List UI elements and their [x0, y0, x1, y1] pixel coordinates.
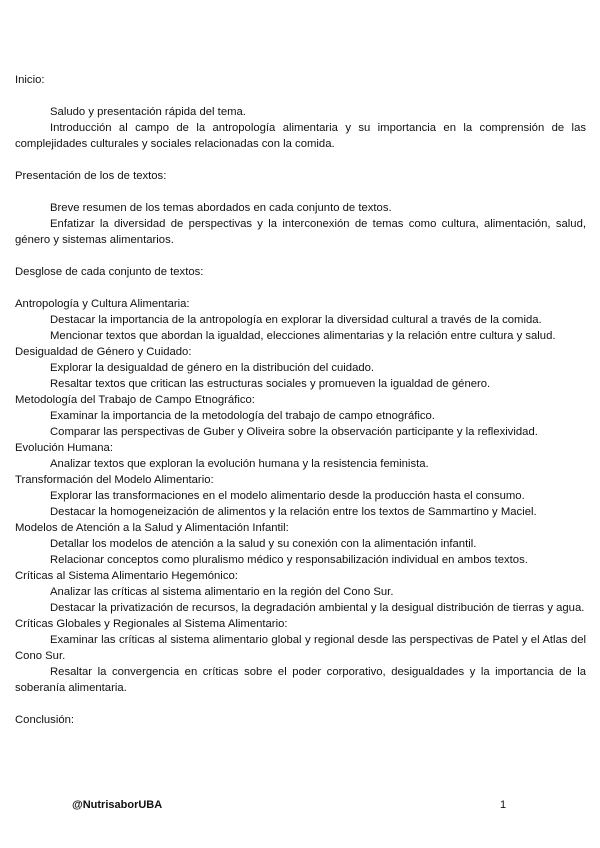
- list-item: Destacar la homogeneización de alimentos y la relación entre los textos de Sammartino y Maciel.: [15, 504, 586, 520]
- group-desigualdad: [15, 344, 586, 392]
- group-transformacion: [15, 472, 586, 520]
- group-title: Antropología y Cultura Alimentaria:: [15, 298, 190, 310]
- section-heading-desglose: Desglose de cada conjunto de textos:: [15, 266, 204, 278]
- list-item: Destacar la importancia de la antropología en explorar la diversidad cultural a través de la comida.: [15, 312, 586, 328]
- list-item: Analizar las críticas al sistema alimentario en la región del Cono Sur.: [15, 584, 586, 600]
- list-item: Examinar las críticas al sistema alimentario global y regional desde las perspectivas de Patel y el Atlas del Cono Sur.: [15, 632, 586, 664]
- group-criticas-globales: [15, 616, 586, 696]
- bullet-icon: [0, 504, 15, 520]
- bullet-icon: [0, 424, 15, 440]
- group-criticas-hegemonico: [15, 568, 586, 616]
- section-heading-presentacion: Presentación de los de textos:: [15, 170, 167, 182]
- section-heading-inicio: Inicio:: [15, 74, 45, 86]
- list-item: Detallar los modelos de atención a la salud y su conexión con la alimentación infantil.: [15, 536, 586, 552]
- bullet-icon: [0, 664, 15, 680]
- group-title: Transformación del Modelo Alimentario:: [15, 474, 214, 486]
- document-body: [15, 72, 586, 728]
- bullet-list-presentacion: [15, 200, 586, 248]
- bullet-icon: [0, 488, 15, 504]
- list-item: Enfatizar la diversidad de perspectivas y la interconexión de temas como cultura, alimentación, salud, género y sistemas alimentarios.: [15, 216, 586, 248]
- list-item: Mencionar textos que abordan la igualdad, elecciones alimentarias y la relación entre cultura y salud.: [15, 328, 586, 344]
- bullet-icon: [0, 632, 15, 648]
- bullet-icon: [0, 312, 15, 328]
- group-title: Metodología del Trabajo de Campo Etnográfico:: [15, 394, 255, 406]
- bullet-icon: [0, 536, 15, 552]
- section-heading-conclusion: Conclusión:: [15, 714, 75, 726]
- group-title: Evolución Humana:: [15, 442, 113, 454]
- list-item: Resaltar textos que critican las estructuras sociales y promueven la igualdad de género.: [15, 376, 586, 392]
- page-number: 1: [500, 799, 507, 811]
- bullet-icon: [0, 376, 15, 392]
- list-item: Saludo y presentación rápida del tema.: [15, 104, 586, 120]
- bullet-icon: [0, 360, 15, 376]
- bullet-icon: [0, 584, 15, 600]
- group-title: Modelos de Atención a la Salud y Alimentación Infantil:: [15, 522, 289, 534]
- bullet-icon: [0, 456, 15, 472]
- bullet-icon: [0, 104, 15, 120]
- list-item: Breve resumen de los temas abordados en cada conjunto de textos.: [15, 200, 586, 216]
- bullet-icon: [0, 120, 15, 136]
- bullet-icon: [0, 216, 15, 232]
- group-title: Críticas Globales y Regionales al Sistema Alimentario:: [15, 618, 288, 630]
- footer-handle: @NutrisaborUBA: [72, 799, 163, 811]
- group-evolucion: [15, 440, 586, 472]
- group-metodologia: [15, 392, 586, 440]
- group-title: Desigualdad de Género y Cuidado:: [15, 346, 192, 358]
- bullet-list-inicio: [15, 104, 586, 152]
- list-item: Explorar las transformaciones en el modelo alimentario desde la producción hasta el consumo.: [15, 488, 586, 504]
- bullet-icon: [0, 328, 15, 344]
- list-item: Resaltar la convergencia en críticas sobre el poder corporativo, desigualdades y la importancia de la soberanía alimentaria.: [15, 664, 586, 696]
- list-item: Examinar la importancia de la metodología del trabajo de campo etnográfico.: [15, 408, 586, 424]
- list-item: Relacionar conceptos como pluralismo médico y responsabilización individual en ambos textos.: [15, 552, 586, 568]
- group-modelos-atencion: [15, 520, 586, 568]
- bullet-icon: [0, 552, 15, 568]
- list-item: Comparar las perspectivas de Guber y Oliveira sobre la observación participante y la reflexividad.: [15, 424, 586, 440]
- list-item: Introducción al campo de la antropología alimentaria y su importancia en la comprensión de las complejidades culturales y sociales relacionadas con la comida.: [15, 120, 586, 152]
- group-title: Críticas al Sistema Alimentario Hegemónico:: [15, 570, 238, 582]
- bullet-icon: [0, 200, 15, 216]
- group-antropologia: [15, 296, 586, 344]
- list-item: Analizar textos que exploran la evolución humana y la resistencia feminista.: [15, 456, 586, 472]
- list-item: Destacar la privatización de recursos, la degradación ambiental y la desigual distribución de tierras y agua.: [15, 600, 586, 616]
- list-item: Explorar la desigualdad de género en la distribución del cuidado.: [15, 360, 586, 376]
- bullet-icon: [0, 600, 15, 616]
- bullet-icon: [0, 408, 15, 424]
